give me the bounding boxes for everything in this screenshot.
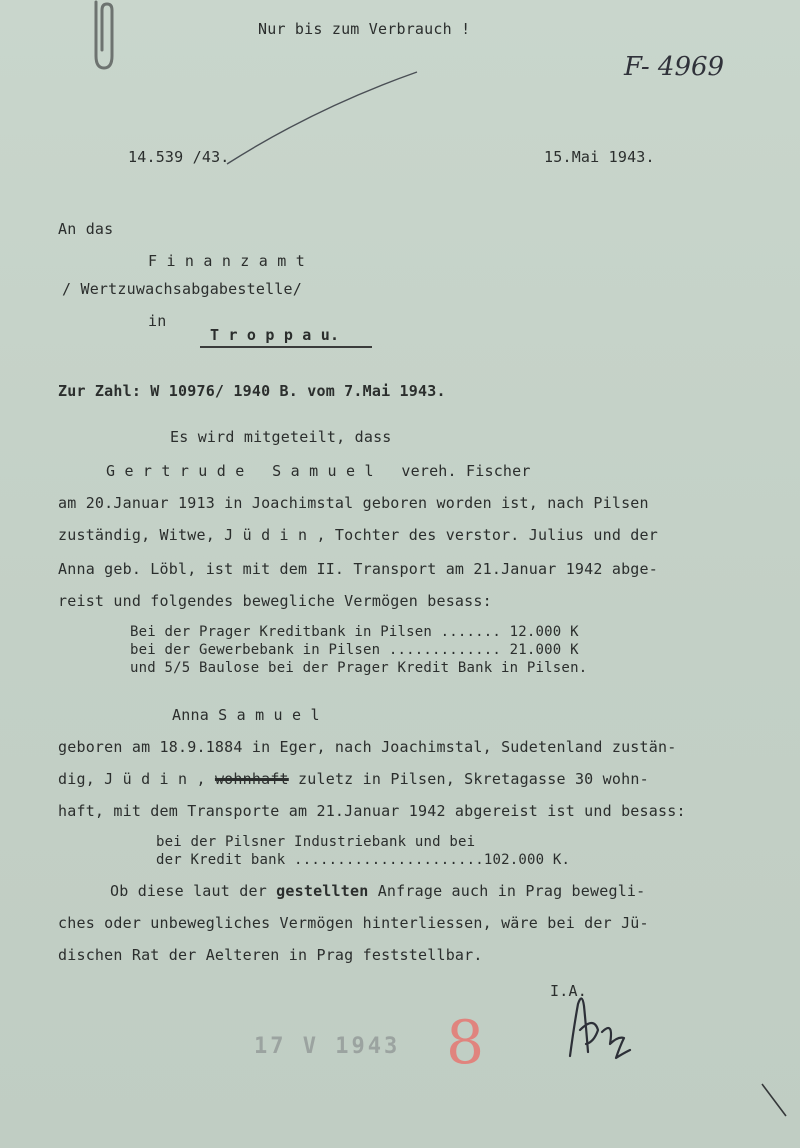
addressee-city: T r o p p a u. [210, 326, 340, 344]
person1-asset-3: und 5/5 Baulose bei der Prager Kredit Bank in Pilsen. [130, 660, 588, 676]
addressee-line-2: F i n a n z a m t [148, 252, 305, 270]
closing-line-1-end: Anfrage auch in Prag bewegli- [368, 882, 646, 900]
person1-name-line: G e r t r u d e S a m u e l vereh. Fischer [106, 462, 531, 480]
handwritten-signature [564, 986, 644, 1066]
red-pencil-mark: 8 [446, 1008, 485, 1078]
closing-line-3: dischen Rat der Aelteren in Prag feststellbar. [58, 946, 483, 964]
person1-asset-1: Bei der Prager Kreditbank in Pilsen ....... 12.000 K [130, 624, 579, 640]
person2-line-2-start: dig, J ü d i n , [58, 770, 215, 788]
person1-line-4: reist und folgendes bewegliche Vermögen besass: [58, 592, 492, 610]
intro-line: Es wird mitgeteilt, dass [170, 428, 392, 446]
person1-line-2: zuständig, Witwe, J ü d i n , Tochter des verstor. Julius und der [58, 526, 658, 544]
reference-line: Zur Zahl: W 10976/ 1940 B. vom 7.Mai 1943. [58, 382, 446, 400]
city-underline [200, 346, 372, 348]
header-note: Nur bis zum Verbrauch ! [258, 20, 471, 38]
person1-line-3: Anna geb. Löbl, ist mit dem II. Transport am 21.Januar 1942 abge- [58, 560, 658, 578]
closing-line-1-start: Ob diese laut der [110, 882, 277, 900]
handwritten-reference: F- 4969 [624, 52, 725, 82]
struck-word: wohnhaft [214, 770, 289, 788]
pen-stroke-mark [225, 68, 425, 168]
person2-line-1: geboren am 18.9.1884 in Eger, nach Joachimstal, Sudetenland zustän- [58, 738, 677, 756]
person2-line-2 [58, 770, 649, 788]
person2-line-3: haft, mit dem Transporte am 21.Januar 1942 abgereist ist und besass: [58, 802, 686, 820]
person2-asset-2: der Kredit bank ......................102.000 K. [156, 852, 571, 868]
person2-line-2-end: zuletz in Pilsen, Skretagasse 30 wohn- [288, 770, 649, 788]
date-stamp: 17 V 1943 [254, 1034, 401, 1059]
person1-line-1: am 20.Januar 1913 in Joachimstal geboren worden ist, nach Pilsen [58, 494, 649, 512]
closing-line-2: ches oder unbewegliches Vermögen hinterliessen, wäre bei der Jü- [58, 914, 649, 932]
signoff: I.A. [550, 982, 587, 1000]
paperclip-icon [86, 0, 120, 74]
file-number: 14.539 /43. [128, 148, 230, 166]
addressee-line-1: An das [58, 220, 114, 238]
person2-asset-1: bei der Pilsner Industriebank und bei [156, 834, 476, 850]
document-date: 15.Mai 1943. [544, 148, 655, 166]
closing-line-1 [110, 882, 645, 900]
person2-name-line: Anna S a m u e l [172, 706, 320, 724]
addressee-line-4: in [148, 312, 167, 330]
corner-pencil-tick [760, 1080, 790, 1120]
closing-bold-word: gestellten [276, 882, 369, 900]
addressee-line-3: / Wertzuwachsabgabestelle/ [62, 280, 302, 298]
person1-asset-2: bei der Gewerbebank in Pilsen ............. 21.000 K [130, 642, 579, 658]
